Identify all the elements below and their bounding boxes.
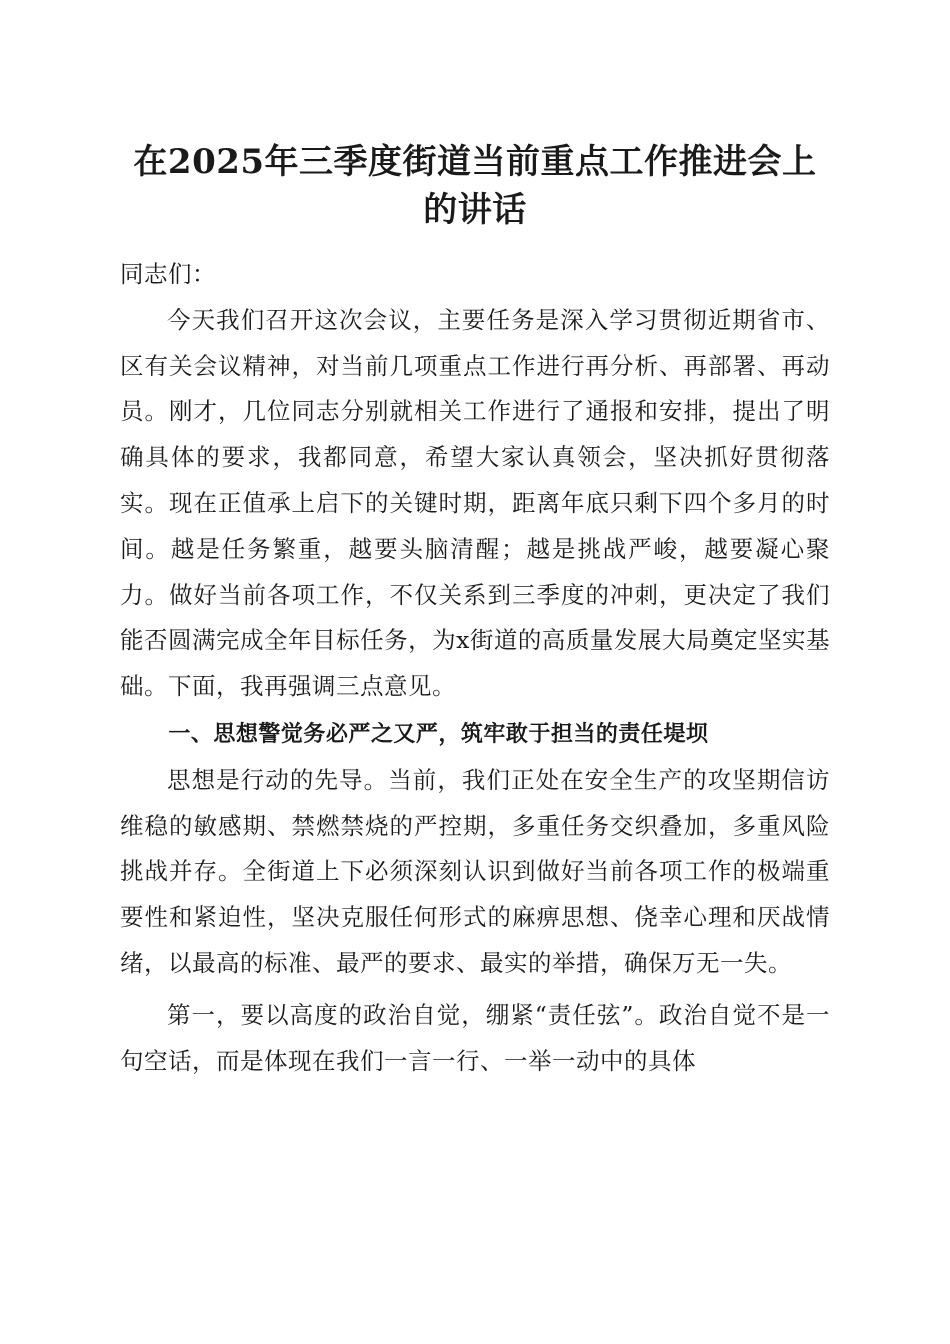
- document-body: [120, 252, 830, 1084]
- section-heading-1: 一、思想警觉务必严之又严，筑牢敢于担当的责任堤坝: [168, 721, 709, 747]
- salutation: 同志们：: [120, 260, 216, 288]
- section-1-paragraph-1: 思想是行动的先导。当前，我们正处在安全生产的攻坚期信访维稳的敏感期、禁燃禁烧的严控期，多重任务交织叠加，多重风险挑战并存。全街道上下必须深刻认识到做好当前各项工作的极端重要性和紧迫性，坚决克服任何形式的麻痹思想、侥幸心理和厌战情绪，以最高的标准、最严的要求、最实的举措，确保万无一失。: [120, 765, 830, 977]
- intro-paragraph: 今天我们召开这次会议，主要任务是深入学习贯彻近期省市、区有关会议精神，对当前几项重点工作进行再分析、再部署、再动员。刚才，几位同志分别就相关工作进行了通报和安排，提出了明确具体的要求，我都同意，希望大家认真领会，坚决抓好贯彻落实。现在正值承上启下的关键时期，距离年底只剩下四个多月的时间。越是任务繁重，越要头脑清醒；越是挑战严峻，越要凝心聚力。做好当前各项工作，不仅关系到三季度的冲刺，更决定了我们能否圆满完成全年目标任务，为x街道的高质量发展大局奠定坚实基础。下面，我再强调三点意见。: [120, 305, 830, 701]
- section-1-paragraph-2: 第一，要以高度的政治自觉，绷紧“责任弦”。政治自觉不是一句空话，而是体现在我们一言一行、一举一动中的具体: [120, 1000, 830, 1075]
- document-title: 在2025年三季度街道当前重点工作推进会上的讲话: [133, 142, 817, 230]
